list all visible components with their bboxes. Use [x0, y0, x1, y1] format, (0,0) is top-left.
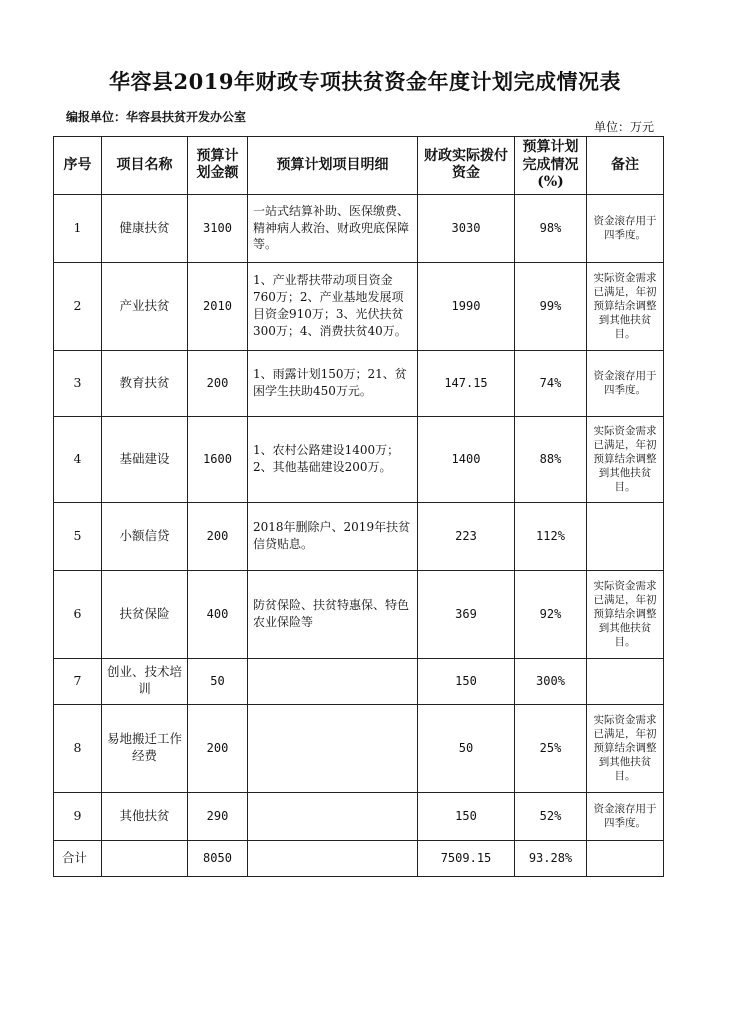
cell-completion: 88%: [515, 416, 587, 502]
cell-budget: 400: [188, 570, 248, 658]
cell-budget: 3100: [188, 194, 248, 262]
total-completion: 93.28%: [515, 840, 587, 876]
total-note: [587, 840, 664, 876]
cell-name: 小额信贷: [102, 502, 188, 570]
cell-paid: 223: [418, 502, 515, 570]
cell-name: 基础建设: [102, 416, 188, 502]
cell-completion: 98%: [515, 194, 587, 262]
cell-detail: 1、农村公路建设1400万；2、其他基础建设200万。: [248, 416, 418, 502]
cell-detail: 1、雨露计划150万；21、贫困学生扶助450万元。: [248, 350, 418, 416]
cell-detail: 1、产业帮扶带动项目资金760万；2、产业基地发展项目资金910万；3、光伏扶贫300万；4、消费扶贫40万。: [248, 262, 418, 350]
cell-note: 实际资金需求已满足，年初预算结余调整到其他扶贫目。: [587, 570, 664, 658]
cell-seq: 8: [54, 704, 102, 792]
cell-seq: 7: [54, 658, 102, 704]
table-row: [54, 658, 664, 704]
cell-note: [587, 502, 664, 570]
cell-paid: 147.15: [418, 350, 515, 416]
cell-budget: 290: [188, 792, 248, 840]
cell-paid: 369: [418, 570, 515, 658]
cell-seq: 4: [54, 416, 102, 502]
header-note: 备注: [587, 137, 664, 195]
reporting-unit: 编报单位：华容县扶贫开发办公室: [66, 110, 247, 124]
cell-budget: 200: [188, 704, 248, 792]
cell-completion: 52%: [515, 792, 587, 840]
cell-name: 健康扶贫: [102, 194, 188, 262]
total-paid: 7509.15: [418, 840, 515, 876]
cell-paid: 3030: [418, 194, 515, 262]
cell-completion: 92%: [515, 570, 587, 658]
cell-detail: [248, 704, 418, 792]
cell-seq: 6: [54, 570, 102, 658]
cell-name: 创业、技术培训: [102, 658, 188, 704]
cell-detail: [248, 658, 418, 704]
page-title: 华容县2019年财政专项扶贫资金年度计划完成情况表: [109, 69, 621, 94]
table-row: [54, 194, 664, 262]
cell-paid: 50: [418, 704, 515, 792]
cell-note: 实际资金需求已满足，年初预算结余调整到其他扶贫目。: [587, 704, 664, 792]
cell-note: 资金滚存用于四季度。: [587, 350, 664, 416]
header-name: 项目名称: [102, 137, 188, 195]
total-detail: [248, 840, 418, 876]
cell-seq: 1: [54, 194, 102, 262]
currency-unit: 单位：万元: [594, 120, 655, 134]
header-row: [54, 137, 664, 195]
table-row: [54, 502, 664, 570]
cell-name: 其他扶贫: [102, 792, 188, 840]
cell-seq: 5: [54, 502, 102, 570]
header-paid: 财政实际拨付资金: [418, 137, 515, 195]
cell-detail: 2018年删除户、2019年扶贫信贷贴息。: [248, 502, 418, 570]
cell-seq: 9: [54, 792, 102, 840]
cell-paid: 1990: [418, 262, 515, 350]
header-budget: 预算计划金额: [188, 137, 248, 195]
cell-name: 教育扶贫: [102, 350, 188, 416]
total-row: [54, 840, 664, 876]
cell-paid: 1400: [418, 416, 515, 502]
cell-name: 扶贫保险: [102, 570, 188, 658]
total-label: 合计: [54, 840, 102, 876]
cell-note: 资金滚存用于四季度。: [587, 194, 664, 262]
cell-completion: 74%: [515, 350, 587, 416]
header-detail: 预算计划项目明细: [248, 137, 418, 195]
cell-budget: 200: [188, 350, 248, 416]
table-row: [54, 350, 664, 416]
table-row: [54, 570, 664, 658]
table-row: [54, 416, 664, 502]
cell-note: 资金滚存用于四季度。: [587, 792, 664, 840]
cell-seq: 3: [54, 350, 102, 416]
cell-detail: 防贫保险、扶贫特惠保、特色农业保险等: [248, 570, 418, 658]
cell-detail: [248, 792, 418, 840]
cell-note: 实际资金需求已满足，年初预算结余调整到其他扶贫目。: [587, 262, 664, 350]
cell-note: [587, 658, 664, 704]
total-budget: 8050: [188, 840, 248, 876]
cell-budget: 1600: [188, 416, 248, 502]
cell-completion: 300%: [515, 658, 587, 704]
cell-paid: 150: [418, 658, 515, 704]
cell-paid: 150: [418, 792, 515, 840]
cell-budget: 2010: [188, 262, 248, 350]
total-name: [102, 840, 188, 876]
table-row: [54, 792, 664, 840]
cell-name: 产业扶贫: [102, 262, 188, 350]
cell-seq: 2: [54, 262, 102, 350]
cell-completion: 25%: [515, 704, 587, 792]
cell-completion: 99%: [515, 262, 587, 350]
cell-budget: 200: [188, 502, 248, 570]
cell-name: 易地搬迁工作经费: [102, 704, 188, 792]
cell-completion: 112%: [515, 502, 587, 570]
completion-table: [53, 136, 664, 877]
header-seq: 序号: [54, 137, 102, 195]
cell-detail: 一站式结算补助、医保缴费、精神病人救治、财政兜底保障等。: [248, 194, 418, 262]
cell-note: 实际资金需求已满足，年初预算结余调整到其他扶贫目。: [587, 416, 664, 502]
table-row: [54, 704, 664, 792]
table-row: [54, 262, 664, 350]
cell-budget: 50: [188, 658, 248, 704]
header-completion: 预算计划完成情况(%): [515, 137, 587, 195]
